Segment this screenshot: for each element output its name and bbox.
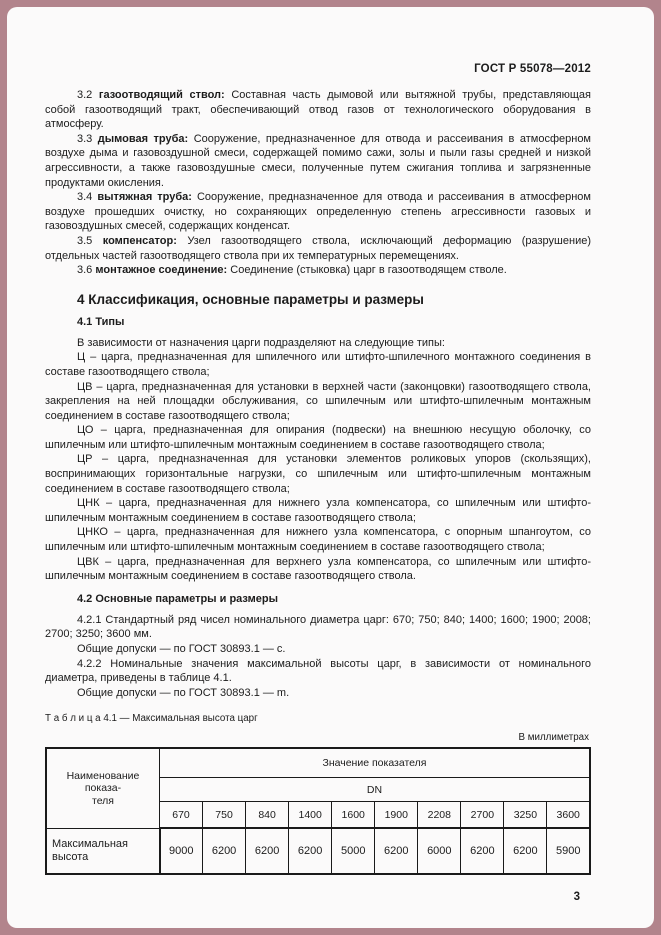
term-paragraph-3-6 [45, 263, 591, 278]
type-item-c: Ц – царга, предназначенная для шпилечного или штифто-шпилечного монтажного соединения в составе газоотводящего ствола; [45, 351, 591, 378]
type-item-co: ЦО – царга, предназначенная для опирания (подвески) на внешнюю несущую оболочку, со шпилечным или штифто-шпилечным монтажным соединением в составе газоотводящего ствола; [45, 424, 591, 451]
term-paragraph-3-4 [45, 190, 591, 234]
height-value-cell: 5900 [547, 828, 590, 874]
section-4-heading: 4 Классификация, основные параметры и размеры [77, 291, 424, 307]
max-height-table [45, 747, 591, 875]
height-value-cell: 6200 [203, 828, 246, 874]
tolerance-note-m: Общие допуски — по ГОСТ 30893.1 — m. [77, 686, 290, 699]
section-4-2-heading: 4.2 Основные параметры и размеры [77, 592, 278, 605]
term-definition: Соединение (стыковка) царг в газоотводящем стволе. [230, 264, 507, 277]
dn-value-cell: 750 [203, 802, 246, 829]
document-page [7, 7, 654, 928]
height-value-cell: 6200 [375, 828, 418, 874]
term-name: вытяжная труба: [97, 191, 192, 204]
term-number: 3.2 [77, 89, 93, 101]
dn-value-cell: 1900 [375, 802, 418, 829]
term-number: 3.4 [77, 191, 93, 204]
height-value-cell: 6200 [246, 828, 289, 874]
height-value-cell: 6200 [504, 828, 547, 874]
dn-value-cell: 2208 [418, 802, 461, 829]
term-number: 3.5 [77, 234, 93, 247]
height-value-cell: 6200 [461, 828, 504, 874]
dn-value-cell: 1400 [289, 802, 332, 829]
dn-value-cell: 670 [160, 802, 203, 829]
types-intro: В зависимости от назначения царги подразделяют на следующие типы: [77, 336, 445, 349]
height-value-cell: 5000 [332, 828, 375, 874]
term-paragraph-3-5 [45, 234, 591, 263]
term-number: 3.3 [77, 132, 93, 145]
height-value-cell: 9000 [160, 828, 203, 874]
term-name: монтажное соединение: [95, 264, 228, 277]
height-value-cell: 6000 [418, 828, 461, 874]
tolerance-note-c: Общие допуски — по ГОСТ 30893.1 — c. [77, 643, 286, 655]
height-value-cell: 6200 [289, 828, 332, 874]
indicator-name-line1: Наименование показа- [66, 769, 140, 795]
term-number: 3.6 [77, 264, 93, 277]
term-definition: Сооружение, предназначенное для отвода и рассеивания в атмосферном воздухе дыма и газовоздушной смеси, содержащей помимо сажи, золы и пыли газы средней и низкой агрессивности, а также газовоздушные смеси, полученные путем сжигания топлива и загрязненные продуктами окисления. [45, 132, 591, 189]
term-definition: Составная часть дымовой или вытяжной трубы, представляющая собой газоотводящий тракт, обеспечивающий отвод газов от технологического оборудования в атмосферу. [45, 89, 591, 131]
type-item-cv: ЦВ – царга, предназначенная для установки в верхней части (законцовки) газоотводящего ствола, закрепления на ней площадки обслуживания, со шпилечным или штифто-шпилечным монтажным соединением в составе газоотводящего ствола; [45, 380, 591, 422]
term-paragraph-3-3 [45, 132, 591, 190]
term-definition: Узел газоотводящего ствола, исключающий деформацию (разрушение) отдельных частей газоотводящего ствола при их температурных перемещениях. [45, 234, 591, 262]
table-row [46, 828, 590, 874]
document-standard-number: ГОСТ Р 55078—2012 [474, 63, 591, 75]
indicator-name-line2: теля [92, 794, 114, 807]
type-item-cnko: ЦНКО – царга, предназначенная для нижнего узла компенсатора, с опорным шпангоутом, со шпилечным или штифто-шпилечным монтажным соединением в составе газоотводящего ствола; [45, 526, 591, 554]
dn-value-cell: 3600 [547, 802, 590, 829]
term-paragraph-3-2 [45, 88, 591, 132]
type-item-cvk: ЦВК – царга, предназначенная для верхнего узла компенсатора, со шпилечным или штифто-шпилечным монтажным соединением в составе газоотводящего ствола. [45, 555, 591, 583]
indicator-name-header-cell [46, 748, 160, 828]
dn-value-cell: 2700 [461, 802, 504, 829]
term-name: дымовая труба: [97, 132, 189, 145]
term-name: компенсатор: [102, 234, 177, 247]
terms-section [45, 88, 591, 278]
dn-value-cell: 840 [246, 802, 289, 829]
paragraph-4-2-2: 4.2.2 Номинальные значения максимальной высоты царг, в зависимости от номинального диаметра, приведены в таблице 4.1. [45, 657, 591, 685]
page-content [45, 7, 591, 903]
paragraph-4-2-1: 4.2.1 Стандартный ряд чисел номинального диаметра царг: 670; 750; 840; 1400; 1600; 1900; 2008; 2700; 3250; 3600 мм. [45, 613, 591, 641]
section-4-1-heading: 4.1 Типы [77, 315, 125, 328]
page-number: 3 [573, 891, 580, 904]
dn-value-cell: 3250 [504, 802, 547, 829]
table-units-note: В миллиметрах [518, 732, 589, 744]
dn-value-cell: 1600 [332, 802, 375, 829]
table-row [46, 748, 590, 778]
table-caption: Т а б л и ц а 4.1 — Максимальная высота царг [45, 713, 258, 725]
type-item-cr: ЦР – царга, предназначенная для установки элементов роликовых упоров (скользящих), воспринимающих горизонтальные нагрузки, со шпилечным или штифто-шпилечным монтажным соединением в составе газоотводящего ствола; [45, 453, 591, 495]
term-definition: Сооружение, предназначенное для отвода и рассеивания в атмосферном воздухе прошедших очистку, но сохраняющих определенную степень агрессивности газовых и газовоздушных смесей, содержащих конденсат. [45, 191, 591, 233]
row-label-cell: Максимальная высота [46, 828, 160, 874]
value-header-cell: Значение показателя [160, 748, 591, 778]
dn-header-cell: DN [160, 778, 591, 802]
type-item-cnk: ЦНК – царга, предназначенная для нижнего узла компенсатора, со шпилечным или штифто-шпилечным монтажным соединением в составе газоотводящего ствола; [45, 497, 591, 524]
term-name: газоотводящий ствол: [98, 89, 225, 101]
